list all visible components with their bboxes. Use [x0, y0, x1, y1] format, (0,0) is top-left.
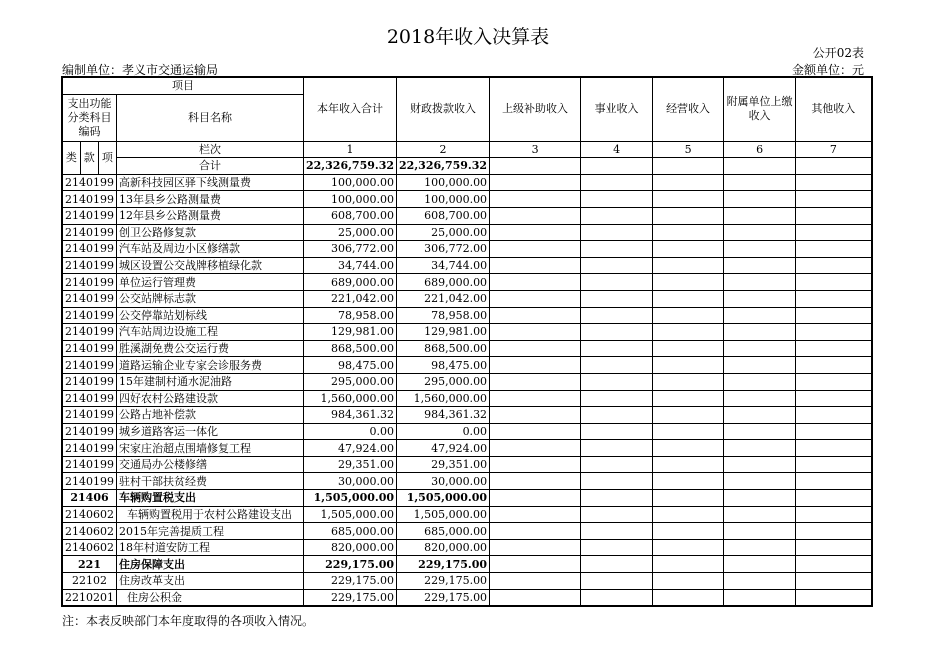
- kuan-header: 款: [80, 141, 98, 174]
- row-empty-cell: [581, 274, 653, 291]
- row-total: 229,175.00: [304, 556, 397, 573]
- row-name: 住房公积金: [117, 589, 304, 606]
- row-empty-cell: [581, 257, 653, 274]
- row-empty-cell: [490, 556, 581, 573]
- row-empty-cell: [581, 290, 653, 307]
- row-empty-cell: [490, 224, 581, 241]
- row-code: 22102: [62, 573, 117, 590]
- row-total: 221,042.00: [304, 290, 397, 307]
- lei-header: 类: [62, 141, 80, 174]
- row-total: 689,000.00: [304, 274, 397, 291]
- row-empty-cell: [653, 506, 724, 523]
- header-row-1: [62, 77, 872, 94]
- row-empty-cell: [581, 506, 653, 523]
- col-num-2: 2: [397, 141, 490, 158]
- row-empty-cell: [653, 241, 724, 258]
- row-empty-cell: [653, 573, 724, 590]
- row-empty-cell: [581, 589, 653, 606]
- row-empty-cell: [653, 290, 724, 307]
- row-empty-cell: [490, 241, 581, 258]
- row-fiscal: 984,361.32: [397, 407, 490, 424]
- row-empty-cell: [724, 191, 796, 208]
- row-name: 交通局办公楼修缮: [117, 456, 304, 473]
- row-empty-cell: [490, 573, 581, 590]
- row-code: 2210201: [62, 589, 117, 606]
- row-empty-cell: [653, 556, 724, 573]
- row-fiscal: 685,000.00: [397, 523, 490, 540]
- row-total: 98,475.00: [304, 357, 397, 374]
- row-empty-cell: [796, 589, 872, 606]
- row-name: 18年村道安防工程: [117, 539, 304, 556]
- row-empty-cell: [796, 506, 872, 523]
- col-header-1: 本年收入合计: [304, 77, 397, 141]
- row-empty-cell: [724, 174, 796, 191]
- row-code: 2140199: [62, 407, 117, 424]
- row-empty-cell: [490, 539, 581, 556]
- row-total: 47,924.00: [304, 440, 397, 457]
- row-empty-cell: [724, 373, 796, 390]
- row-empty-cell: [581, 490, 653, 507]
- row-name: 13年县乡公路测量费: [117, 191, 304, 208]
- row-empty-cell: [724, 523, 796, 540]
- row-fiscal: 689,000.00: [397, 274, 490, 291]
- row-empty-cell: [490, 357, 581, 374]
- row-total: 229,175.00: [304, 589, 397, 606]
- col-num-4: 4: [581, 141, 653, 158]
- col-num-1: 1: [304, 141, 397, 158]
- row-total: 25,000.00: [304, 224, 397, 241]
- row-empty-cell: [653, 440, 724, 457]
- table-row: [62, 490, 872, 507]
- col-header-2: 财政拨款收入: [397, 77, 490, 141]
- row-name: 公路占地补偿款: [117, 407, 304, 424]
- row-empty-cell: [796, 490, 872, 507]
- row-name: 胜溪湖免费公交运行费: [117, 340, 304, 357]
- table-row: [62, 523, 872, 540]
- row-empty-cell: [490, 390, 581, 407]
- row-fiscal: 0.00: [397, 423, 490, 440]
- row-code: 2140199: [62, 307, 117, 324]
- row-empty-cell: [490, 473, 581, 490]
- row-total: 29,351.00: [304, 456, 397, 473]
- row-empty-cell: [724, 390, 796, 407]
- row-fiscal: 229,175.00: [397, 556, 490, 573]
- row-fiscal: 25,000.00: [397, 224, 490, 241]
- col-header-6: 附属单位上缴收入: [724, 77, 796, 141]
- row-code: 2140199: [62, 340, 117, 357]
- row-fiscal: 1,505,000.00: [397, 506, 490, 523]
- row-empty-cell: [490, 456, 581, 473]
- total-label: 合计: [117, 158, 304, 175]
- func-code-header: 支出功能分类科目编码: [62, 94, 117, 141]
- table-row: [62, 506, 872, 523]
- row-empty-cell: [581, 191, 653, 208]
- row-name: 公交停靠站划标线: [117, 307, 304, 324]
- row-code: 2140199: [62, 473, 117, 490]
- row-empty-cell: [724, 539, 796, 556]
- row-name: 车辆购置税支出: [117, 490, 304, 507]
- table-row: [62, 390, 872, 407]
- row-name: 12年县乡公路测量费: [117, 207, 304, 224]
- row-empty-cell: [653, 324, 724, 341]
- row-empty-cell: [581, 174, 653, 191]
- row-empty-cell: [490, 506, 581, 523]
- table-row: [62, 357, 872, 374]
- row-empty-cell: [581, 207, 653, 224]
- row-empty-cell: [653, 174, 724, 191]
- row-total: 984,361.32: [304, 407, 397, 424]
- row-empty-cell: [490, 423, 581, 440]
- row-total: 1,560,000.00: [304, 390, 397, 407]
- row-empty-cell: [796, 324, 872, 341]
- table-row: [62, 241, 872, 258]
- row-empty-cell: [724, 556, 796, 573]
- row-fiscal: 100,000.00: [397, 174, 490, 191]
- row-code: 21406: [62, 490, 117, 507]
- row-empty-cell: [724, 274, 796, 291]
- row-name: 高新科技园区驿下线测量费: [117, 174, 304, 191]
- row-empty-cell: [724, 357, 796, 374]
- row-empty-cell: [796, 539, 872, 556]
- row-total: 608,700.00: [304, 207, 397, 224]
- row-empty-cell: [581, 224, 653, 241]
- row-empty-cell: [490, 589, 581, 606]
- row-empty-cell: [796, 274, 872, 291]
- row-fiscal: 78,958.00: [397, 307, 490, 324]
- row-empty-cell: [653, 456, 724, 473]
- table-row: [62, 373, 872, 390]
- row-empty-cell: [653, 539, 724, 556]
- row-empty-cell: [796, 340, 872, 357]
- table-row: [62, 307, 872, 324]
- row-fiscal: 98,475.00: [397, 357, 490, 374]
- row-total: 30,000.00: [304, 473, 397, 490]
- row-fiscal: 1,560,000.00: [397, 390, 490, 407]
- row-name: 车辆购置税用于农村公路建设支出: [117, 506, 304, 523]
- row-empty-cell: [724, 440, 796, 457]
- row-empty-cell: [581, 340, 653, 357]
- row-empty-cell: [490, 373, 581, 390]
- row-empty-cell: [796, 174, 872, 191]
- row-empty-cell: [724, 307, 796, 324]
- row-empty-cell: [653, 224, 724, 241]
- row-empty-cell: [653, 490, 724, 507]
- row-empty-cell: [724, 490, 796, 507]
- row-name: 单位运行管理费: [117, 274, 304, 291]
- row-total: 1,505,000.00: [304, 490, 397, 507]
- table-row: [62, 589, 872, 606]
- row-empty-cell: [796, 191, 872, 208]
- row-empty-cell: [581, 390, 653, 407]
- row-name: 道路运输企业专家会诊服务费: [117, 357, 304, 374]
- row-empty-cell: [490, 307, 581, 324]
- row-code: 2140602: [62, 523, 117, 540]
- row-empty-cell: [653, 423, 724, 440]
- row-total: 129,981.00: [304, 324, 397, 341]
- row-fiscal: 129,981.00: [397, 324, 490, 341]
- row-empty-cell: [653, 340, 724, 357]
- row-fiscal: 306,772.00: [397, 241, 490, 258]
- total-income: 22,326,759.32: [304, 158, 397, 175]
- form-number: 公开02表: [812, 46, 864, 60]
- row-code: 2140199: [62, 224, 117, 241]
- table-row: [62, 290, 872, 307]
- row-fiscal: 221,042.00: [397, 290, 490, 307]
- row-fiscal: 47,924.00: [397, 440, 490, 457]
- row-fiscal: 29,351.00: [397, 456, 490, 473]
- project-header: 项目: [62, 77, 304, 94]
- row-empty-cell: [724, 589, 796, 606]
- row-empty-cell: [581, 523, 653, 540]
- col-num-5: 5: [653, 141, 724, 158]
- table-row: [62, 473, 872, 490]
- row-code: 2140199: [62, 373, 117, 390]
- row-empty-cell: [724, 207, 796, 224]
- table-row: [62, 207, 872, 224]
- row-empty-cell: [581, 407, 653, 424]
- row-empty-cell: [490, 523, 581, 540]
- col-index-label: 栏次: [117, 141, 304, 158]
- col-num-3: 3: [490, 141, 581, 158]
- footnote: 注：本表反映部门本年度取得的各项收入情况。: [62, 614, 315, 628]
- table-row: [62, 456, 872, 473]
- col-header-7: 其他收入: [796, 77, 872, 141]
- row-empty-cell: [796, 241, 872, 258]
- row-total: 34,744.00: [304, 257, 397, 274]
- row-empty-cell: [581, 307, 653, 324]
- row-fiscal: 820,000.00: [397, 539, 490, 556]
- row-empty-cell: [653, 207, 724, 224]
- unit-label: 金额单位：元: [791, 63, 864, 77]
- row-empty-cell: [796, 290, 872, 307]
- row-fiscal: 229,175.00: [397, 573, 490, 590]
- table-row: [62, 539, 872, 556]
- row-empty-cell: [796, 390, 872, 407]
- row-empty-cell: [724, 257, 796, 274]
- row-empty-cell: [653, 274, 724, 291]
- row-code: 2140199: [62, 440, 117, 457]
- row-empty-cell: [653, 473, 724, 490]
- col-num-7: 7: [796, 141, 872, 158]
- row-empty-cell: [581, 539, 653, 556]
- row-total: 1,505,000.00: [304, 506, 397, 523]
- row-fiscal: 100,000.00: [397, 191, 490, 208]
- row-name: 2015年完善提质工程: [117, 523, 304, 540]
- row-empty-cell: [653, 523, 724, 540]
- row-code: 2140199: [62, 174, 117, 191]
- income-table: [61, 76, 873, 607]
- row-empty-cell: [581, 473, 653, 490]
- table-row: [62, 556, 872, 573]
- row-empty-cell: [653, 257, 724, 274]
- row-total: 306,772.00: [304, 241, 397, 258]
- row-empty-cell: [796, 423, 872, 440]
- row-name: 驻村干部扶贫经费: [117, 473, 304, 490]
- row-fiscal: 295,000.00: [397, 373, 490, 390]
- row-empty-cell: [724, 573, 796, 590]
- row-code: 2140199: [62, 357, 117, 374]
- row-code: 2140199: [62, 423, 117, 440]
- row-name: 住房保障支出: [117, 556, 304, 573]
- row-empty-cell: [581, 373, 653, 390]
- row-empty-cell: [490, 207, 581, 224]
- row-empty-cell: [796, 224, 872, 241]
- row-fiscal: 30,000.00: [397, 473, 490, 490]
- row-empty-cell: [490, 174, 581, 191]
- row-total: 820,000.00: [304, 539, 397, 556]
- row-fiscal: 34,744.00: [397, 257, 490, 274]
- row-empty-cell: [724, 324, 796, 341]
- row-empty-cell: [796, 573, 872, 590]
- row-empty-cell: [724, 456, 796, 473]
- row-name: 创卫公路修复款: [117, 224, 304, 241]
- row-empty-cell: [724, 340, 796, 357]
- row-empty-cell: [796, 357, 872, 374]
- row-total: 229,175.00: [304, 573, 397, 590]
- row-empty-cell: [724, 224, 796, 241]
- col-num-6: 6: [724, 141, 796, 158]
- subject-name-header: 科目名称: [117, 94, 304, 141]
- row-total: 685,000.00: [304, 523, 397, 540]
- row-empty-cell: [796, 440, 872, 457]
- row-empty-cell: [724, 407, 796, 424]
- row-empty-cell: [653, 407, 724, 424]
- row-code: 2140199: [62, 274, 117, 291]
- table-row: [62, 274, 872, 291]
- row-total: 100,000.00: [304, 191, 397, 208]
- row-total: 78,958.00: [304, 307, 397, 324]
- total-fiscal: 22,326,759.32: [397, 158, 490, 175]
- row-empty-cell: [490, 290, 581, 307]
- page-title: 2018年收入决算表: [386, 26, 550, 48]
- row-empty-cell: [490, 490, 581, 507]
- col-index-row: [62, 141, 872, 158]
- row-empty-cell: [653, 307, 724, 324]
- row-empty-cell: [724, 241, 796, 258]
- table-row: [62, 423, 872, 440]
- row-code: 2140199: [62, 456, 117, 473]
- row-empty-cell: [490, 340, 581, 357]
- row-empty-cell: [796, 473, 872, 490]
- row-total: 868,500.00: [304, 340, 397, 357]
- col-header-3: 上级补助收入: [490, 77, 581, 141]
- row-name: 汽车站周边设施工程: [117, 324, 304, 341]
- row-empty-cell: [490, 407, 581, 424]
- row-empty-cell: [653, 373, 724, 390]
- row-empty-cell: [653, 589, 724, 606]
- row-empty-cell: [581, 556, 653, 573]
- org-label: 编制单位：孝义市交通运输局: [62, 63, 219, 77]
- table-row: [62, 257, 872, 274]
- row-empty-cell: [581, 573, 653, 590]
- row-empty-cell: [796, 257, 872, 274]
- row-name: 城乡道路客运一体化: [117, 423, 304, 440]
- row-empty-cell: [490, 440, 581, 457]
- row-empty-cell: [796, 373, 872, 390]
- row-empty-cell: [653, 390, 724, 407]
- row-empty-cell: [581, 324, 653, 341]
- row-code: 221: [62, 556, 117, 573]
- row-fiscal: 868,500.00: [397, 340, 490, 357]
- table-row: [62, 174, 872, 191]
- row-name: 汽车站及周边小区修缮款: [117, 241, 304, 258]
- table-row: [62, 340, 872, 357]
- row-code: 2140199: [62, 241, 117, 258]
- row-fiscal: 1,505,000.00: [397, 490, 490, 507]
- row-empty-cell: [581, 357, 653, 374]
- row-empty-cell: [796, 456, 872, 473]
- row-code: 2140199: [62, 324, 117, 341]
- row-code: 2140199: [62, 290, 117, 307]
- row-empty-cell: [653, 357, 724, 374]
- row-name: 住房改革支出: [117, 573, 304, 590]
- row-empty-cell: [724, 473, 796, 490]
- row-total: 295,000.00: [304, 373, 397, 390]
- row-empty-cell: [796, 207, 872, 224]
- row-empty-cell: [724, 290, 796, 307]
- xiang-header: 项: [98, 141, 116, 174]
- row-name: 公交站牌标志款: [117, 290, 304, 307]
- table-row: [62, 573, 872, 590]
- table-row: [62, 324, 872, 341]
- row-empty-cell: [490, 257, 581, 274]
- row-fiscal: 229,175.00: [397, 589, 490, 606]
- row-empty-cell: [581, 241, 653, 258]
- row-empty-cell: [796, 523, 872, 540]
- row-empty-cell: [490, 324, 581, 341]
- row-empty-cell: [796, 307, 872, 324]
- table-row: [62, 407, 872, 424]
- row-empty-cell: [581, 456, 653, 473]
- row-empty-cell: [490, 191, 581, 208]
- row-empty-cell: [581, 423, 653, 440]
- row-name: 宋家庄治超点围墙修复工程: [117, 440, 304, 457]
- row-empty-cell: [653, 191, 724, 208]
- row-empty-cell: [796, 556, 872, 573]
- row-code: 2140602: [62, 539, 117, 556]
- row-name: 城区设置公交战牌移植绿化款: [117, 257, 304, 274]
- row-empty-cell: [490, 274, 581, 291]
- row-name: 15年建制村通水泥油路: [117, 373, 304, 390]
- row-empty-cell: [724, 506, 796, 523]
- table-row: [62, 191, 872, 208]
- row-code: 2140199: [62, 257, 117, 274]
- row-code: 2140602: [62, 506, 117, 523]
- row-name: 四好农村公路建设款: [117, 390, 304, 407]
- row-total: 100,000.00: [304, 174, 397, 191]
- row-total: 0.00: [304, 423, 397, 440]
- row-empty-cell: [796, 407, 872, 424]
- row-empty-cell: [581, 440, 653, 457]
- col-header-5: 经营收入: [653, 77, 724, 141]
- row-code: 2140199: [62, 207, 117, 224]
- col-header-4: 事业收入: [581, 77, 653, 141]
- table-row: [62, 440, 872, 457]
- table-row: [62, 224, 872, 241]
- row-code: 2140199: [62, 191, 117, 208]
- row-fiscal: 608,700.00: [397, 207, 490, 224]
- row-empty-cell: [724, 423, 796, 440]
- total-row: [62, 158, 872, 175]
- row-code: 2140199: [62, 390, 117, 407]
